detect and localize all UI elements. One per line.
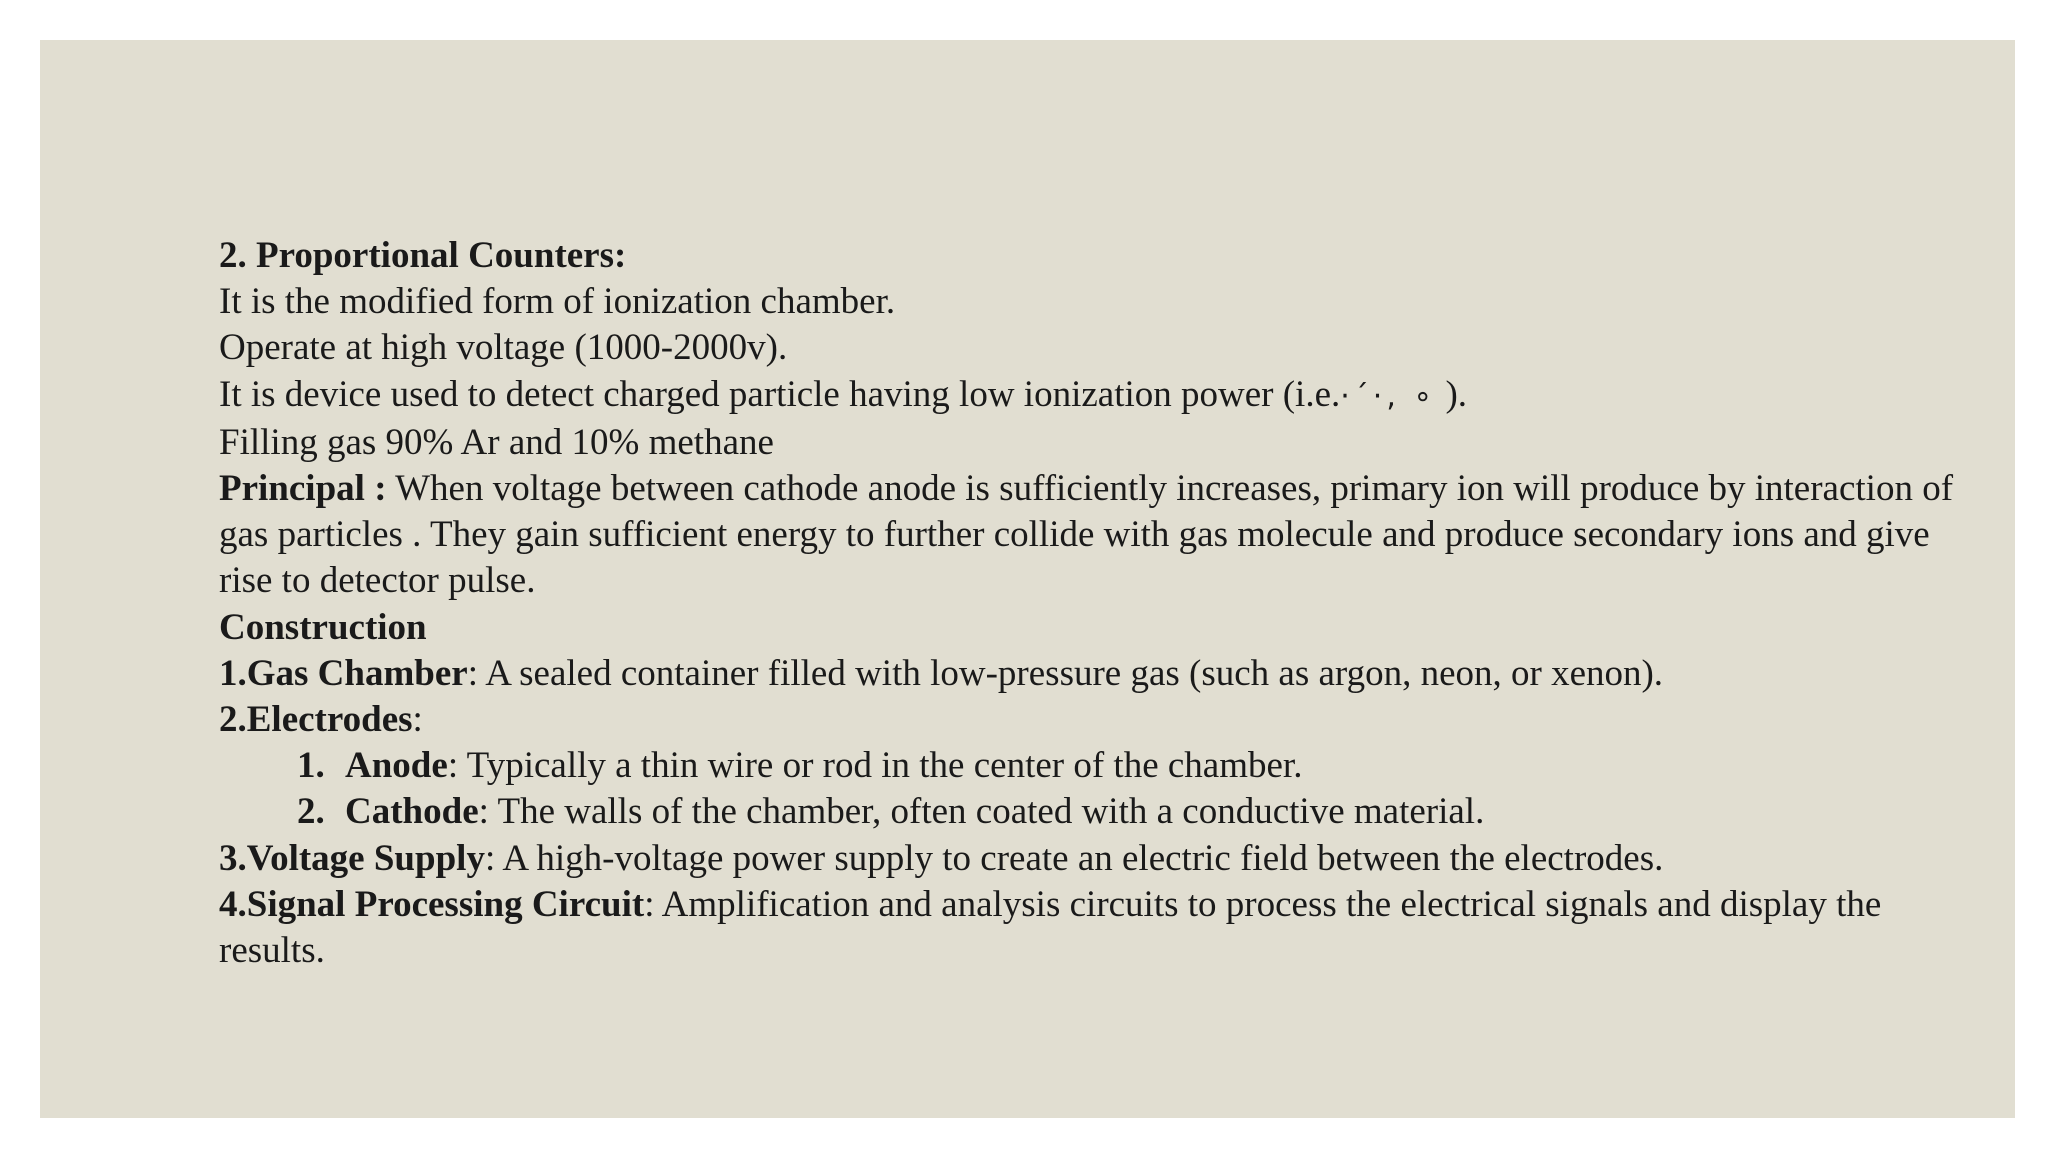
principal-paragraph	[219, 466, 1959, 605]
cathode-text: : The walls of the chamber, often coated with a conductive material.	[478, 791, 1485, 833]
signal-processing-text: : Amplification and analysis circuits to process the electrical signals and display the results.	[219, 883, 1882, 972]
slide	[40, 40, 2015, 1118]
signal-processing-label: 4.Signal Processing Circuit	[219, 883, 645, 925]
text-line-modified-form: It is the modified form of ionization chamber.	[219, 281, 896, 323]
construction-title: Construction	[219, 606, 427, 648]
slide-content	[219, 233, 1959, 974]
cathode-number: 2.	[297, 791, 325, 833]
principal-label: Principal :	[219, 468, 387, 510]
electrodes-label: 2.Electrodes	[219, 699, 413, 741]
particle-symbols: ·´·, ∘	[1340, 378, 1437, 414]
cathode-label: Cathode	[345, 791, 479, 833]
slide-heading: 2. Proportional Counters:	[219, 235, 627, 276]
device-close: ).	[1436, 373, 1468, 415]
electrodes-text: :	[412, 699, 423, 741]
gas-chamber-label: 1.Gas Chamber	[219, 652, 468, 694]
text-line-device	[219, 372, 1959, 420]
voltage-supply-item	[219, 836, 1959, 882]
anode-text: : Typically a thin wire or rod in the center of the chamber.	[447, 745, 1303, 787]
cathode-item	[219, 789, 1959, 835]
electrodes-item	[219, 697, 1959, 743]
gas-chamber-item	[219, 651, 1959, 697]
text-line-voltage: Operate at high voltage (1000-2000v).	[219, 327, 788, 369]
gas-chamber-text: : A sealed container filled with low-pressure gas (such as argon, neon, or xenon).	[467, 652, 1664, 694]
voltage-supply-text: : A high-voltage power supply to create an electric field between the electrodes.	[484, 837, 1664, 879]
text-line-filling-gas: Filling gas 90% Ar and 10% methane	[219, 421, 774, 463]
anode-number: 1.	[297, 745, 325, 787]
anode-item	[219, 743, 1959, 789]
principal-text: When voltage between cathode anode is sufficiently increases, primary ion will produce by interaction of gas particles . They gain sufficient energy to further collide with gas molecule and produce secondary ions and give rise to detector pulse.	[219, 468, 1954, 602]
voltage-supply-label: 3.Voltage Supply	[219, 837, 485, 879]
device-text: It is device used to detect charged particle having low ionization power (i.e.	[219, 373, 1341, 415]
anode-label: Anode	[345, 745, 448, 787]
signal-processing-item	[219, 882, 1959, 974]
